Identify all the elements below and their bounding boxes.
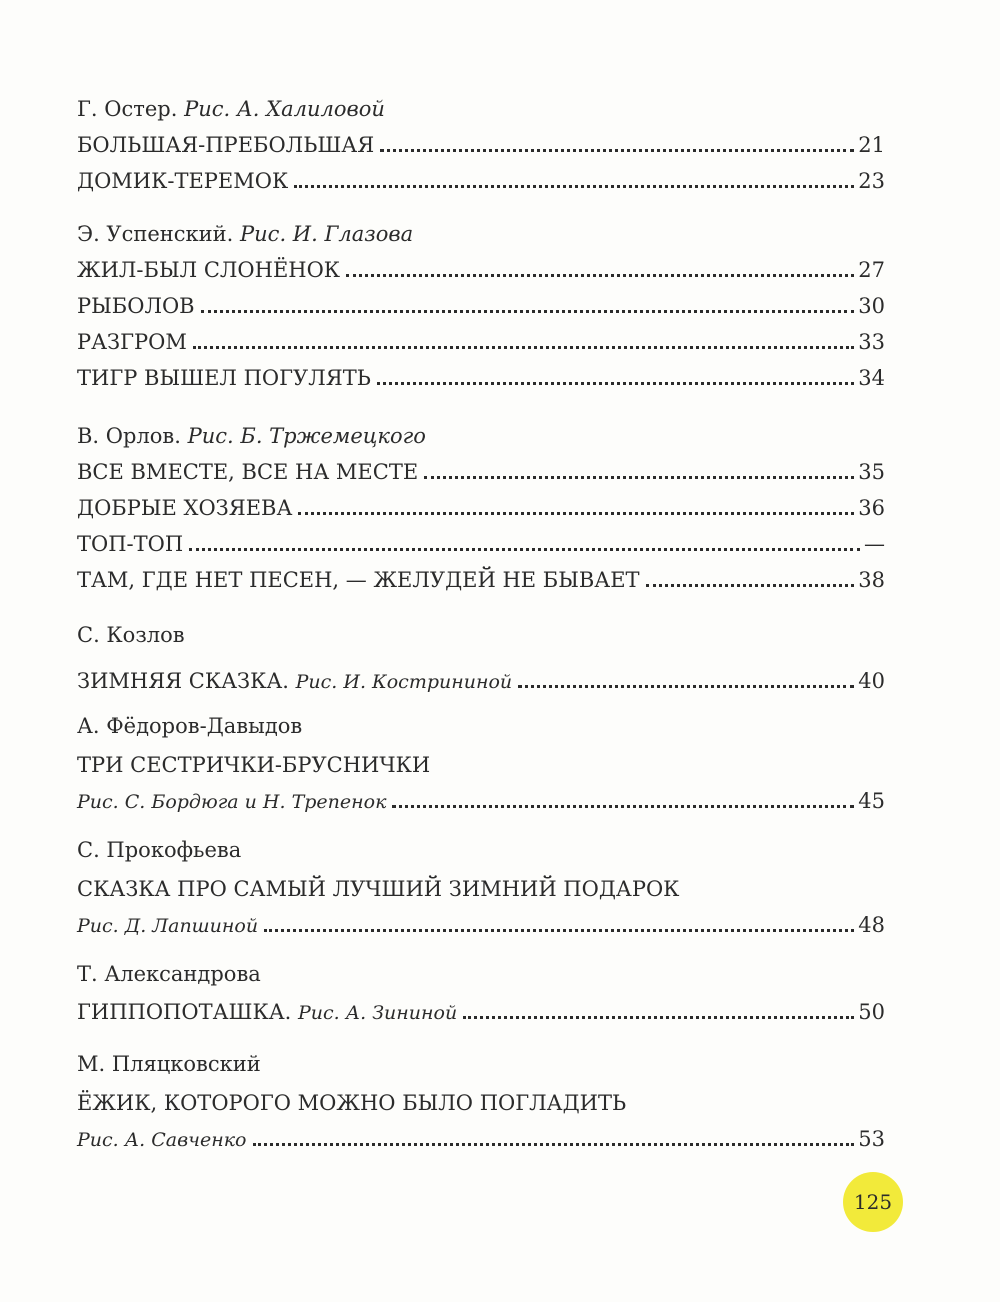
entry-page: 35	[858, 460, 885, 484]
toc-entry[interactable]	[77, 999, 885, 1026]
illustrator-credit: Рис. А. Халиловой	[184, 97, 385, 121]
dot-leader	[253, 1143, 855, 1146]
entry-title: ТИГР ВЫШЕЛ ПОГУЛЯТЬ	[77, 366, 371, 390]
author-name: Э. Успенский.	[77, 222, 234, 246]
entry-page: 27	[858, 258, 885, 282]
dot-leader	[380, 149, 854, 152]
entry-title: ВСЕ ВМЕСТЕ, ВСЕ НА МЕСТЕ	[77, 460, 419, 484]
entry-page: 48	[858, 913, 885, 937]
author-name: С. Козлов	[77, 623, 185, 647]
toc-section-orlov	[77, 423, 885, 593]
entry-page: 34	[858, 366, 885, 390]
dot-leader	[294, 185, 854, 188]
dot-leader	[377, 382, 854, 385]
toc-entry[interactable]	[77, 329, 885, 355]
entry-title: ДОБРЫЕ ХОЗЯЕВА	[77, 496, 293, 520]
dot-leader	[189, 548, 860, 551]
toc-entry[interactable]	[77, 168, 885, 194]
entry-title: ГИППОПОТАШКА.	[77, 1000, 292, 1024]
illustrator-credit: Рис. И. Глазова	[240, 222, 414, 246]
dot-leader	[392, 805, 854, 808]
toc-entry[interactable]	[77, 912, 885, 939]
toc-section-uspensky	[77, 221, 885, 391]
entry-page: 33	[858, 330, 885, 354]
entry-title: БОЛЬШАЯ-ПРЕБОЛЬШАЯ	[77, 133, 375, 157]
toc-entry[interactable]	[77, 668, 885, 695]
author-name: С. Прокофьева	[77, 838, 242, 862]
dot-leader	[193, 346, 854, 349]
entry-page: 30	[858, 294, 885, 318]
illustrator-credit: Рис. Д. Лапшиной	[77, 915, 259, 937]
page-number: 125	[853, 1190, 893, 1214]
entry-title: ТОП-ТОП	[77, 532, 184, 556]
toc-entry[interactable]	[77, 293, 885, 319]
illustrator-credit: Рис. А. Савченко	[77, 1129, 247, 1151]
toc-entry[interactable]	[77, 531, 885, 557]
dot-leader	[646, 584, 855, 587]
dot-leader	[264, 929, 854, 932]
dot-leader	[298, 512, 854, 515]
toc-section-aleksandrova	[77, 961, 885, 1026]
toc-entry[interactable]	[77, 1126, 885, 1153]
entry-title: ТРИ СЕСТРИЧКИ-БРУСНИЧКИ	[77, 753, 431, 777]
entry-page: 50	[858, 1000, 885, 1024]
author-name: Г. Остер.	[77, 97, 178, 121]
entry-title: ЖИЛ-БЫЛ СЛОНЁНОК	[77, 258, 341, 282]
author-name: М. Пляцковский	[77, 1052, 261, 1076]
entry-page: 53	[858, 1127, 885, 1151]
toc-section-prokofieva	[77, 837, 885, 939]
dot-leader	[463, 1016, 854, 1019]
entry-title: РАЗГРОМ	[77, 330, 187, 354]
toc-section-fedorov	[77, 713, 885, 815]
entry-page: 40	[858, 669, 885, 693]
entry-title: РЫБОЛОВ	[77, 294, 195, 318]
toc-entry[interactable]	[77, 788, 885, 815]
entry-title: ЁЖИК, КОТОРОГО МОЖНО БЫЛО ПОГЛАДИТЬ	[77, 1091, 627, 1115]
entry-page: 38	[858, 568, 885, 592]
toc-entry[interactable]	[77, 257, 885, 283]
toc-entry[interactable]	[77, 365, 885, 391]
illustrator-credit: Рис. И. Кострининой	[295, 671, 513, 693]
illustrator-credit: Рис. Б. Тржемецкого	[187, 424, 426, 448]
entry-page: 36	[858, 496, 885, 520]
toc-section-kozlov	[77, 622, 885, 695]
author-name: В. Орлов.	[77, 424, 181, 448]
entry-page: —	[864, 532, 885, 556]
author-line	[77, 96, 885, 122]
entry-title: ДОМИК-ТЕРЕМОК	[77, 169, 289, 193]
author-name: Т. Александрова	[77, 962, 261, 986]
entry-page: 21	[858, 133, 885, 157]
author-line	[77, 221, 885, 247]
dot-leader	[518, 685, 854, 688]
entry-page: 23	[858, 169, 885, 193]
author-line	[77, 423, 885, 449]
toc-entry[interactable]	[77, 459, 885, 485]
entry-page: 45	[858, 789, 885, 813]
page-number-badge	[843, 1172, 903, 1232]
dot-leader	[346, 274, 854, 277]
toc-section-oster	[77, 96, 885, 194]
toc-entry[interactable]	[77, 132, 885, 158]
entry-title: СКАЗКА ПРО САМЫЙ ЛУЧШИЙ ЗИМНИЙ ПОДАРОК	[77, 877, 680, 901]
toc-section-plyatskovsky	[77, 1051, 885, 1153]
entry-title: ТАМ, ГДЕ НЕТ ПЕСЕН, — ЖЕЛУДЕЙ НЕ БЫВАЕТ	[77, 568, 640, 592]
dot-leader	[424, 476, 854, 479]
illustrator-credit: Рис. А. Зининой	[297, 1002, 458, 1024]
entry-title: ЗИМНЯЯ СКАЗКА.	[77, 669, 289, 693]
illustrator-credit: Рис. С. Бордюга и Н. Трепенок	[77, 791, 387, 813]
toc-entry[interactable]	[77, 567, 885, 593]
author-name: А. Фёдоров-Давыдов	[77, 714, 303, 738]
dot-leader	[201, 310, 855, 313]
toc-entry[interactable]	[77, 495, 885, 521]
